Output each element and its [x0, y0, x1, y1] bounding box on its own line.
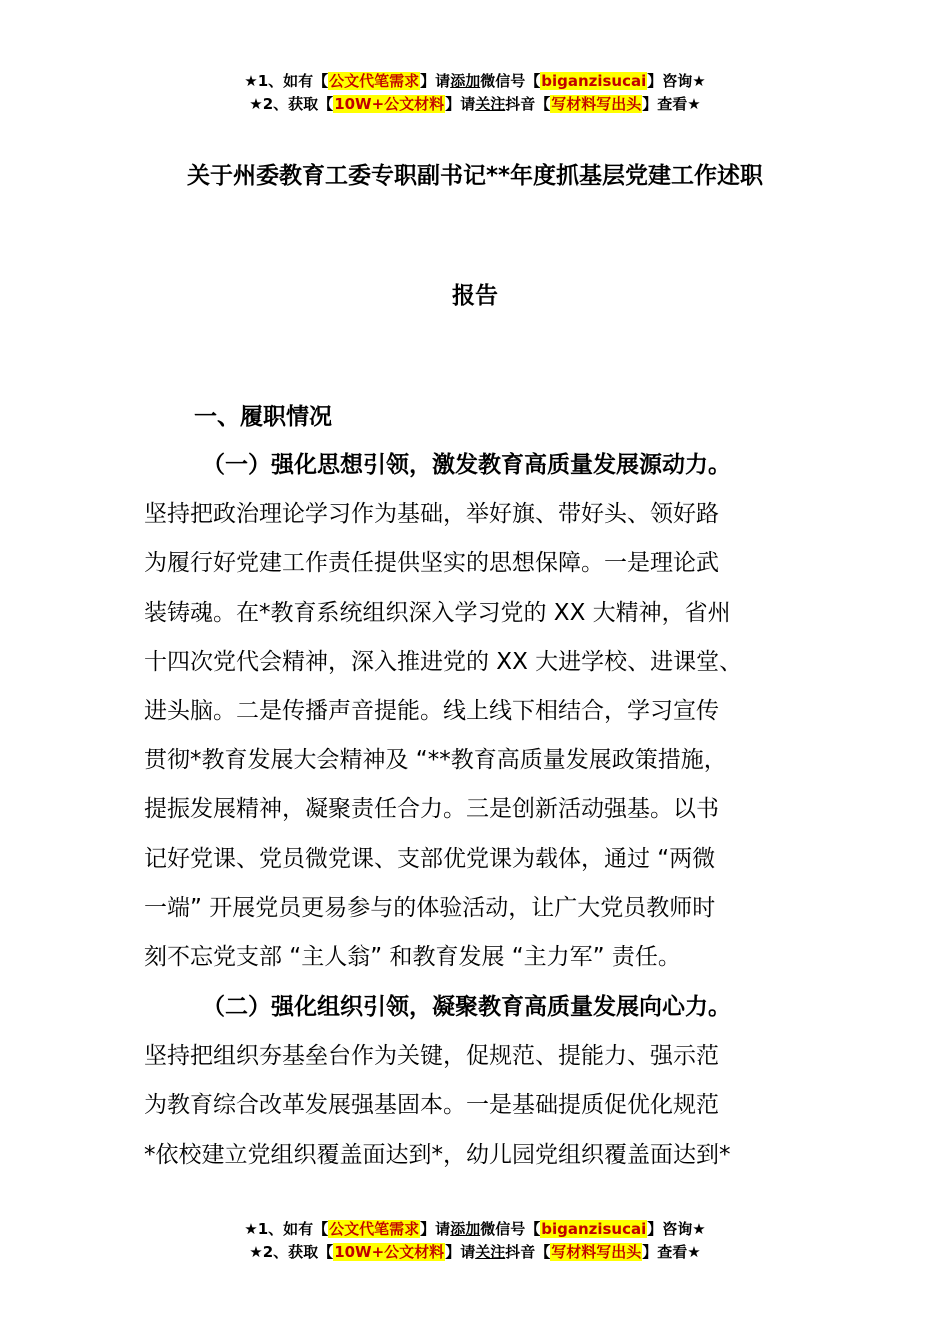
banner-highlight: 公文代笔需求 — [329, 1220, 420, 1238]
banner-text: 】请 — [420, 72, 451, 90]
banner-text: 】请 — [445, 1243, 476, 1261]
banner-line-1 — [0, 70, 950, 93]
banner-line-2 — [0, 93, 950, 116]
section-block-1 — [144, 441, 810, 982]
paragraph-line: 装铸魂。在*教育系统组织深入学习党的 XX 大精神，省州 — [144, 599, 731, 626]
banner-text: 】请 — [445, 95, 476, 113]
footer-banner — [0, 1218, 950, 1264]
banner-line-1 — [0, 1218, 950, 1241]
banner-text: 抖音【 — [505, 1243, 551, 1261]
banner-text: 】查看★ — [642, 95, 701, 113]
banner-highlight: biganzisucai — [541, 72, 647, 90]
subsection-heading: （一）强化思想引领，激发教育高质量发展源动力。 — [202, 452, 731, 478]
paragraph-line: 进头脑。二是传播声音提能。线上线下相结合，学习宣传 — [144, 697, 719, 724]
section-heading: 一、履职情况 — [194, 404, 332, 430]
banner-underline: 关注 — [475, 95, 506, 113]
banner-text: 微信号【 — [480, 1220, 541, 1238]
banner-underline: 添加 — [450, 72, 481, 90]
banner-underline: 关注 — [475, 1243, 506, 1261]
paragraph-line: 记好党课、党员微党课、支部优党课为载体，通过 “两微 — [144, 845, 716, 872]
banner-underline: 添加 — [450, 1220, 481, 1238]
banner-highlight: biganzisucai — [541, 1220, 647, 1238]
banner-highlight: 写材料写出头 — [551, 95, 642, 113]
banner-text: 微信号【 — [480, 72, 541, 90]
paragraph-line: 坚持把政治理论学习作为基础，举好旗、带好头、领好路 — [144, 501, 719, 528]
paragraph-line: 提振发展精神，凝聚责任合力。三是创新活动强基。以书 — [144, 796, 719, 823]
paragraph-line: 坚持把组织夯基垒台作为关键，促规范、提能力、强示范 — [144, 1043, 719, 1070]
banner-text: ★1、如有【 — [244, 1220, 329, 1238]
banner-highlight: 10W+公文材料 — [334, 1243, 445, 1261]
paragraph-line: 贯彻*教育发展大会精神及 “**教育高质量发展政策措施， — [144, 747, 727, 774]
banner-line-2 — [0, 1241, 950, 1264]
banner-text: ★2、获取【 — [249, 95, 334, 113]
subsection-heading: （二）强化组织引领，凝聚教育高质量发展向心力。 — [202, 994, 731, 1020]
paragraph-line: 为履行好党建工作责任提供坚实的思想保障。一是理论武 — [144, 550, 719, 577]
banner-text: 抖音【 — [505, 95, 551, 113]
paragraph-line: 十四次党代会精神，深入推进党的 XX 大进学校、进课堂、 — [144, 648, 743, 675]
banner-text: ★1、如有【 — [244, 72, 329, 90]
paragraph-line: 刻不忘党支部 “主人翁” 和教育发展 “主力军” 责任。 — [144, 943, 681, 970]
document-title: 关于州委教育工委专职副书记**年度抓基层党建工作述职 — [186, 163, 764, 189]
banner-text: 】咨询★ — [647, 72, 706, 90]
banner-highlight: 公文代笔需求 — [329, 72, 420, 90]
banner-text: 】查看★ — [642, 1243, 701, 1261]
section-block-2 — [144, 983, 810, 1180]
banner-text: 】咨询★ — [647, 1220, 706, 1238]
paragraph-line: 一端” 开展党员更易参与的体验活动，让广大党员教师时 — [144, 894, 716, 921]
banner-text: 】请 — [420, 1220, 451, 1238]
header-banner — [0, 70, 950, 116]
document-title-continued: 报告 — [452, 283, 498, 309]
banner-highlight: 写材料写出头 — [551, 1243, 642, 1261]
banner-highlight: 10W+公文材料 — [334, 95, 445, 113]
banner-text: ★2、获取【 — [249, 1243, 334, 1261]
paragraph-line: *依校建立党组织覆盖面达到*，幼儿园党组织覆盖面达到* — [144, 1141, 731, 1168]
paragraph-line: 为教育综合改革发展强基固本。一是基础提质促优化规范 — [144, 1092, 719, 1119]
